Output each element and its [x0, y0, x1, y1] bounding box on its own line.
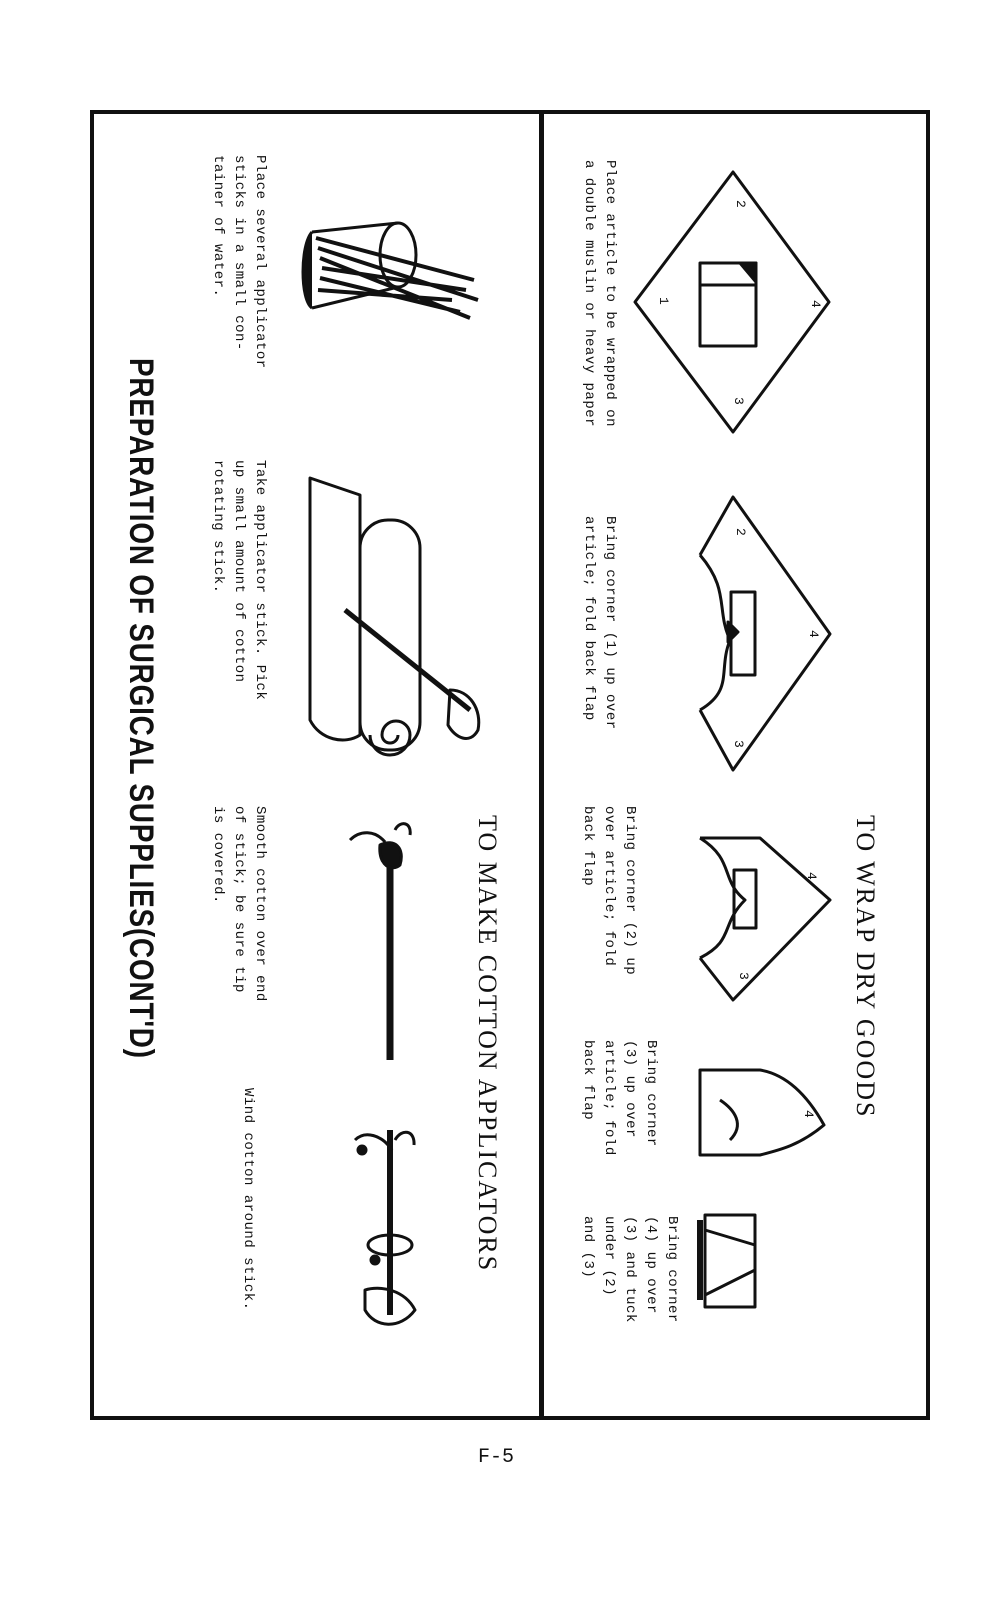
wrap-step1-caption: Place article to be wrapped on a double muslin or heavy paper	[581, 160, 618, 428]
corner-labels	[656, 200, 823, 1118]
page-number: F-5	[478, 1446, 515, 1469]
applicator-step3-caption: Smooth cotton over end of stick; be sure tip is covered.	[210, 806, 268, 1002]
wrap-step5-package-icon	[700, 1215, 755, 1307]
corner-label: 4	[806, 630, 821, 638]
wrap-step3-caption: Bring corner (2) up over article; fold back flap	[580, 806, 638, 976]
wrap-step4-caption: Bring corner (3) up over article; fold back flap	[580, 1040, 659, 1156]
corner-label: 1	[656, 297, 671, 305]
corner-label: 3	[736, 972, 751, 980]
wrap-step2-caption: Bring corner (1) up over article; fold back flap	[581, 516, 618, 730]
applicator-step2-caption: Take applicator stick. Pick up small amount of cotton rotating stick.	[210, 460, 268, 701]
applicator-wind-cotton-icon	[355, 1130, 415, 1324]
wrap-step3-fold-icon	[700, 838, 830, 1000]
page-title: PREPARATION OF SURGICAL SUPPLIES(CONT'D)	[122, 358, 160, 1059]
applicator-smooth-tip-icon	[350, 824, 410, 1060]
corner-label: 4	[804, 872, 819, 880]
applicator-cotton-roll-icon	[310, 478, 479, 755]
wrap-step5-caption: Bring corner (4) up over (3) and tuck under (2) and (3)	[580, 1216, 680, 1323]
corner-label: 3	[731, 397, 746, 405]
corner-label: 2	[733, 200, 748, 208]
wrap-section-title: TO WRAP DRY GOODS	[851, 815, 880, 1119]
applicator-step4-caption: Wind cotton around stick.	[240, 1088, 256, 1311]
applicator-step1-caption: Place several applicator sticks in a small con- tainer of water.	[210, 155, 268, 369]
corner-label: 2	[733, 528, 748, 536]
corner-label: 3	[731, 740, 746, 748]
corner-label: 4	[801, 1110, 816, 1118]
applicator-section-title: TO MAKE COTTON APPLICATORS	[473, 815, 502, 1273]
corner-label: 4	[808, 300, 823, 308]
applicator-cup-icon	[303, 223, 478, 318]
